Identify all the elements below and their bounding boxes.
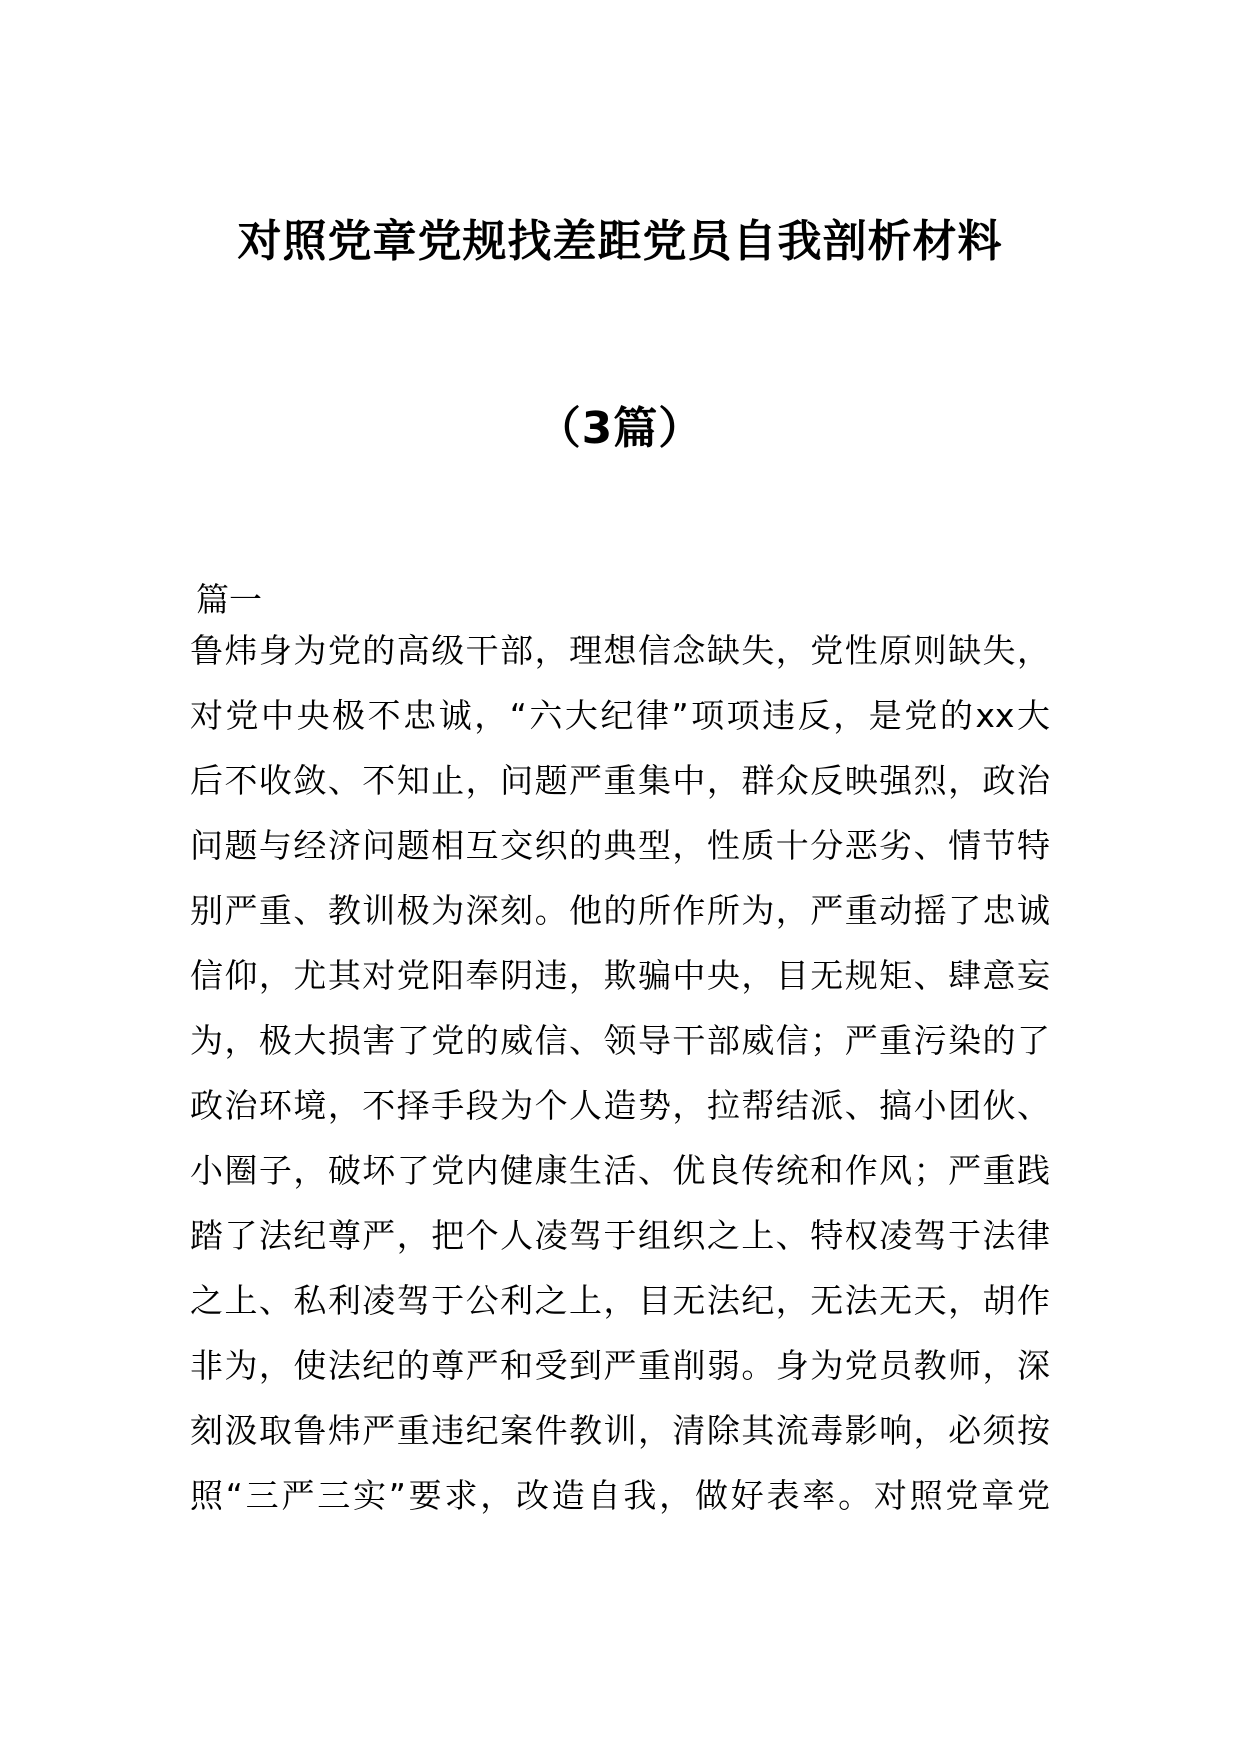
body-line: 问题与经济问题相互交织的典型，性质十分恶劣、情节特 (190, 826, 1050, 865)
body-line: 信仰，尤其对党阳奉阴违，欺骗中央，目无规矩、肆意妄 (190, 956, 1050, 995)
body-line: 政治环境，不择手段为个人造势，拉帮结派、搞小团伙、 (190, 1086, 1050, 1125)
body-line: 后不收敛、不知止，问题严重集中，群众反映强烈，政治 (190, 761, 1050, 800)
document-subtitle: （3篇） (536, 403, 704, 454)
body-line: 刻汲取鲁炜严重违纪案件教训，清除其流毒影响，必须按 (190, 1411, 1050, 1450)
body-line: 对党中央极不忠诚，“六大纪律”项项违反，是党的xx大 (190, 696, 1050, 735)
document-title: 对照党章党规找差距党员自我剖析材料 (237, 216, 1003, 267)
body-paragraph (190, 618, 1050, 1528)
body-line: 照“三严三实”要求，改造自我，做好表率。对照党章党 (190, 1476, 1050, 1515)
body-line: 为，极大损害了党的威信、领导干部威信；严重污染的了 (190, 1021, 1050, 1060)
body-line: 之上、私利凌驾于公利之上，目无法纪，无法无天，胡作 (190, 1281, 1050, 1320)
body-line: 踏了法纪尊严，把个人凌驾于组织之上、特权凌驾于法律 (190, 1216, 1050, 1255)
body-line: 别严重、教训极为深刻。他的所作所为，严重动摇了忠诚 (190, 891, 1050, 930)
body-line: 小圈子，破坏了党内健康生活、优良传统和作风；严重践 (190, 1151, 1050, 1190)
body-line: 非为，使法纪的尊严和受到严重削弱。身为党员教师，深 (190, 1346, 1050, 1385)
section-label: 篇一 (196, 580, 262, 619)
body-line: 鲁炜身为党的高级干部，理想信念缺失，党性原则缺失， (190, 631, 1050, 670)
